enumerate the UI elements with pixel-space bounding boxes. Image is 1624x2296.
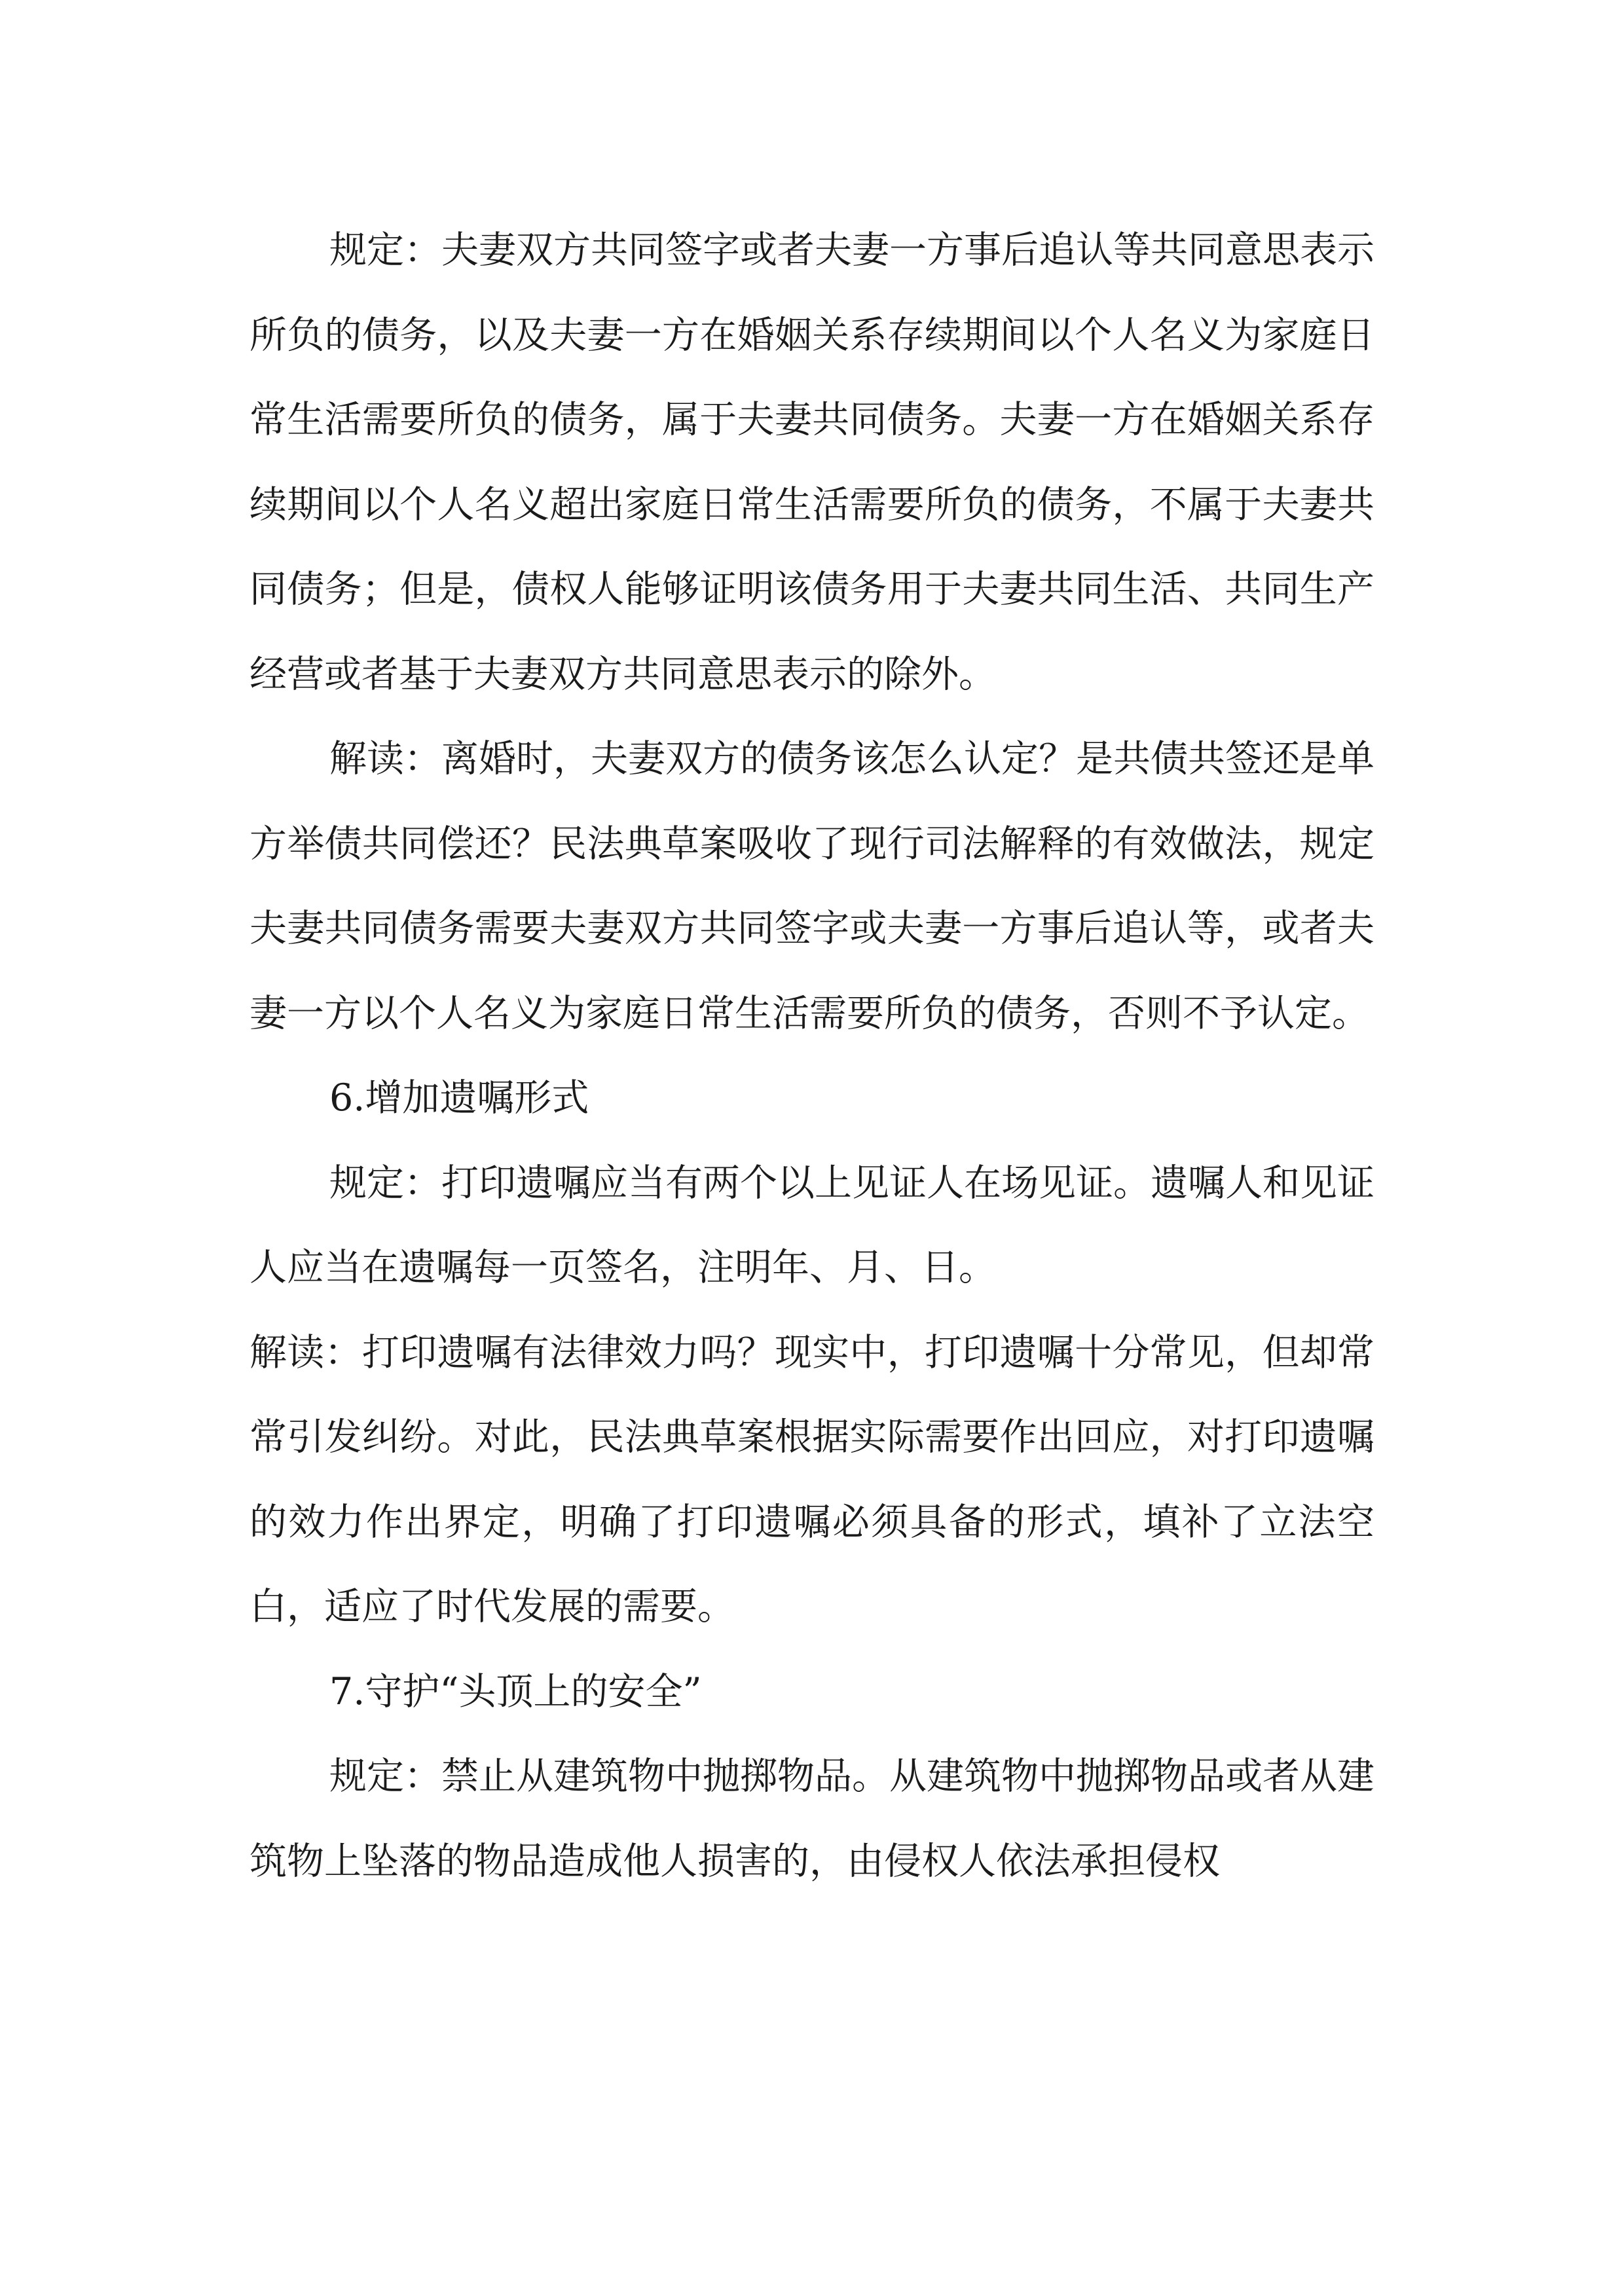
paragraph-joint-debt-rule: 规定：夫妻双方共同签字或者夫妻一方事后追认等共同意思表示所负的债务，以及夫妻一方在婚姻关系存续期间以个人名义为家庭日常生活需要所负的债务，属于夫妻共同债务。夫妻一方在婚姻关系存续期间以个人名义超出家庭日常生活需要所负的债务，不属于夫妻共同债务；但是，债权人能够证明该债务用于夫妻共同生活、共同生产经营或者基于夫妻双方共同意思表示的除外。: [249, 228, 1375, 696]
paragraph-printed-will-rule: 规定：打印遗嘱应当有两个以上见证人在场见证。遗嘱人和见证人应当在遗嘱每一页签名，注明年、月、日。: [249, 1161, 1375, 1289]
section-heading-will-form: 6.增加遗嘱形式: [329, 1076, 589, 1120]
section-heading-overhead-safety: 7.守护“头顶上的安全”: [329, 1669, 702, 1713]
paragraph-falling-objects-rule: 规定：禁止从建筑物中抛掷物品。从建筑物中抛掷物品或者从建筑物上坠落的物品造成他人损害的，由侵权人依法承担侵权: [249, 1755, 1375, 1883]
paragraph-printed-will-interpretation: 解读：打印遗嘱有法律效力吗？现实中，打印遗嘱十分常见，但却常常引发纠纷。对此，民法典草案根据实际需要作出回应，对打印遗嘱的效力作出界定，明确了打印遗嘱必须具备的形式，填补了立法空白，适应了时代发展的需要。: [249, 1330, 1375, 1628]
document-body: [249, 208, 1375, 1904]
paragraph-joint-debt-interpretation: 解读：离婚时，夫妻双方的债务该怎么认定？是共债共签还是单方举债共同偿还？民法典草案吸收了现行司法解释的有效做法，规定夫妻共同债务需要夫妻双方共同签字或夫妻一方事后追认等，或者夫妻一方以个人名义为家庭日常生活需要所负的债务，否则不予认定。: [249, 737, 1375, 1035]
